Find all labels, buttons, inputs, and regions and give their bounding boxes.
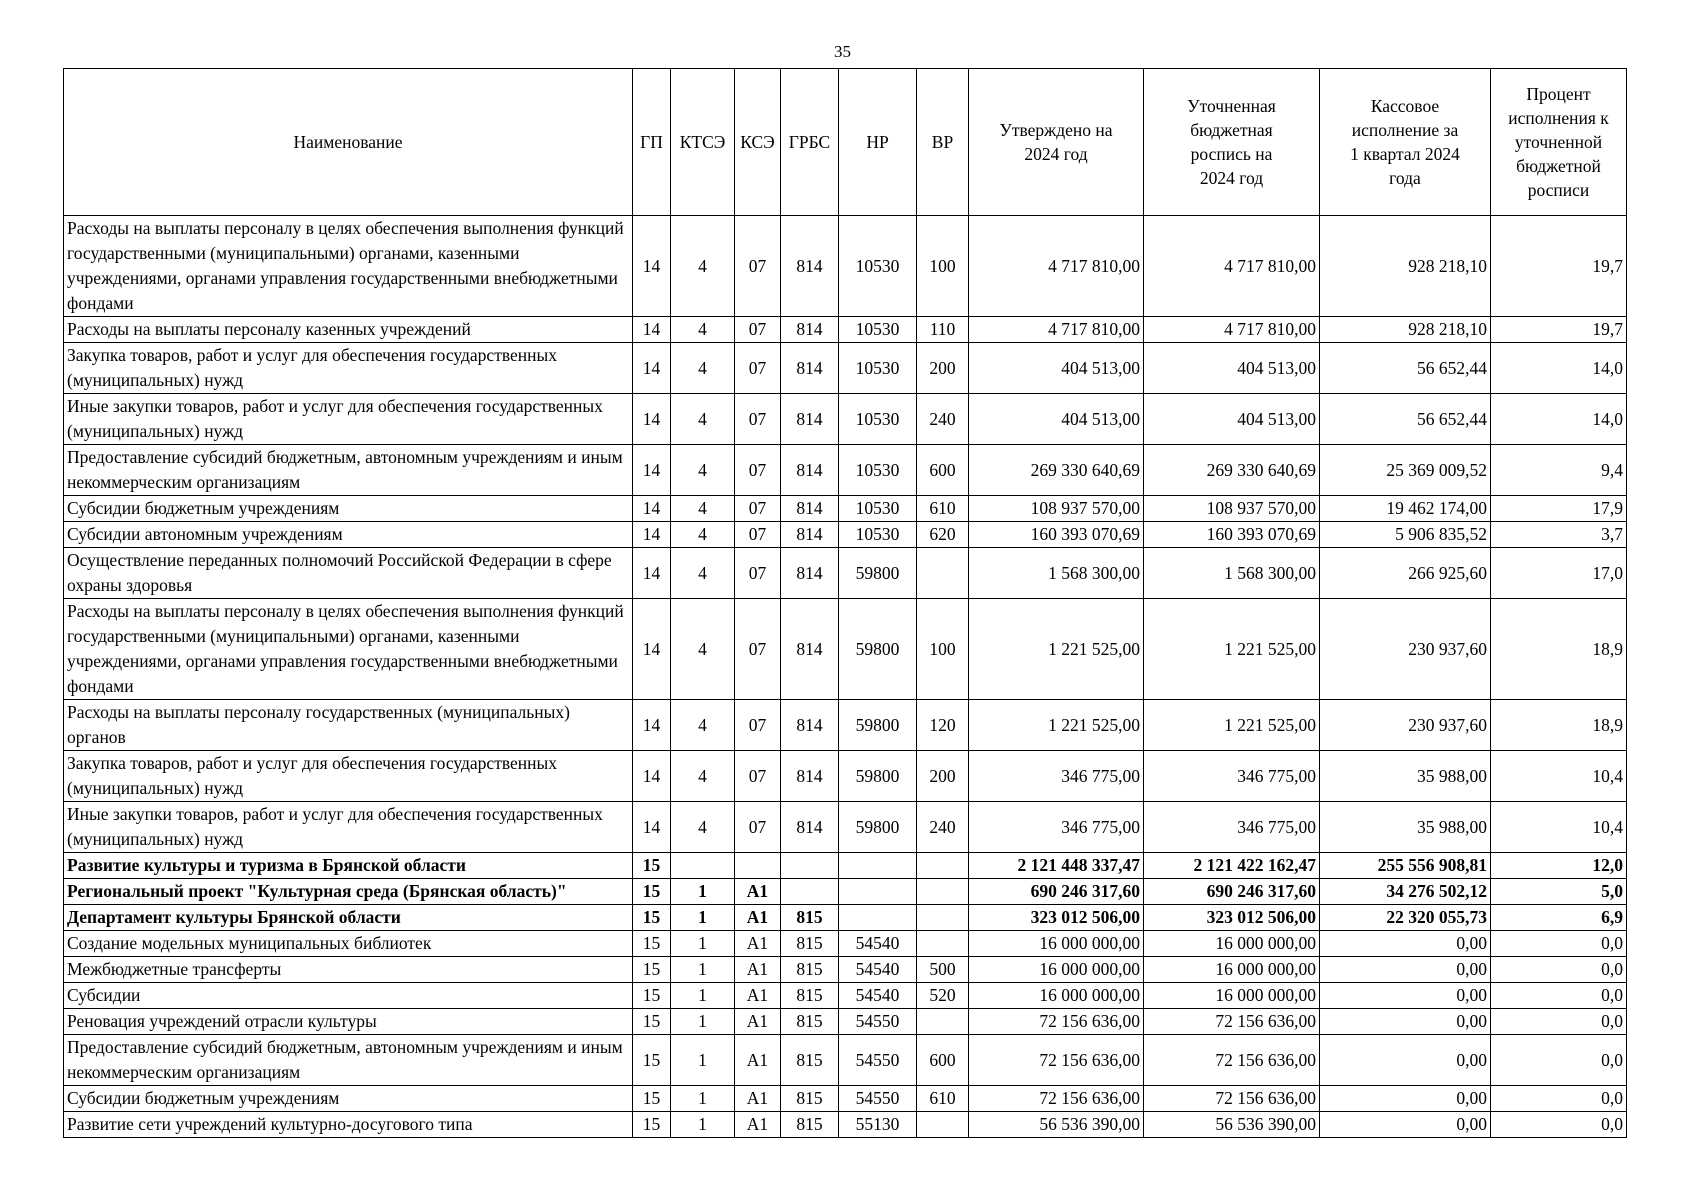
cell-np: 54540 — [839, 931, 917, 957]
cell-ktse: 4 — [671, 751, 735, 802]
table-row — [64, 548, 1627, 599]
cell-grbs: 814 — [781, 522, 839, 548]
cell-grbs: 814 — [781, 548, 839, 599]
table-row — [64, 957, 1627, 983]
cell-percent: 10,4 — [1491, 751, 1627, 802]
cell-np: 10530 — [839, 496, 917, 522]
header-vr: ВР — [917, 69, 969, 216]
cell-vr: 200 — [917, 751, 969, 802]
cell-approved: 72 156 636,00 — [969, 1009, 1144, 1035]
table-row — [64, 931, 1627, 957]
cell-grbs: 815 — [781, 1086, 839, 1112]
cell-cash: 0,00 — [1320, 931, 1491, 957]
cell-gp: 14 — [633, 216, 671, 317]
table-body — [64, 216, 1627, 1138]
cell-vr — [917, 931, 969, 957]
cell-gp: 14 — [633, 802, 671, 853]
cell-gp: 15 — [633, 905, 671, 931]
cell-ktse: 4 — [671, 599, 735, 700]
cell-gp: 15 — [633, 1035, 671, 1086]
cell-kse: А1 — [735, 905, 781, 931]
cell-cash: 56 652,44 — [1320, 394, 1491, 445]
cell-ktse — [671, 853, 735, 879]
table-row — [64, 700, 1627, 751]
cell-approved: 56 536 390,00 — [969, 1112, 1144, 1138]
cell-np: 10530 — [839, 445, 917, 496]
cell-np — [839, 905, 917, 931]
header-approved: Утверждено на 2024 год — [969, 69, 1144, 216]
cell-gp: 15 — [633, 931, 671, 957]
cell-ktse: 4 — [671, 496, 735, 522]
page-number: 35 — [834, 42, 851, 61]
cell-name: Закупка товаров, работ и услуг для обеспечения государственных (муниципальных) нужд — [64, 751, 633, 802]
cell-gp: 14 — [633, 445, 671, 496]
table-row — [64, 343, 1627, 394]
cell-cash: 34 276 502,12 — [1320, 879, 1491, 905]
cell-ktse: 1 — [671, 957, 735, 983]
cell-grbs: 815 — [781, 1009, 839, 1035]
cell-kse: 07 — [735, 599, 781, 700]
cell-name: Развитие культуры и туризма в Брянской области — [64, 853, 633, 879]
cell-approved: 1 568 300,00 — [969, 548, 1144, 599]
cell-refined: 346 775,00 — [1144, 751, 1320, 802]
cell-name: Расходы на выплаты персоналу в целях обеспечения выполнения функций государственными (муниципальными) органами, казенными учреждениями, органами управления государственными внебюджетными фондами — [64, 599, 633, 700]
cell-cash: 0,00 — [1320, 1112, 1491, 1138]
cell-cash: 19 462 174,00 — [1320, 496, 1491, 522]
cell-refined: 323 012 506,00 — [1144, 905, 1320, 931]
cell-grbs: 814 — [781, 343, 839, 394]
cell-vr: 500 — [917, 957, 969, 983]
cell-name: Расходы на выплаты персоналу в целях обеспечения выполнения функций государственными (муниципальными) органами, казенными учреждениями, органами управления государственными внебюджетными фондами — [64, 216, 633, 317]
cell-gp: 14 — [633, 751, 671, 802]
cell-cash: 928 218,10 — [1320, 317, 1491, 343]
cell-name: Закупка товаров, работ и услуг для обеспечения государственных (муниципальных) нужд — [64, 343, 633, 394]
cell-approved: 1 221 525,00 — [969, 599, 1144, 700]
cell-np — [839, 853, 917, 879]
cell-approved: 269 330 640,69 — [969, 445, 1144, 496]
cell-percent: 14,0 — [1491, 394, 1627, 445]
cell-np: 59800 — [839, 700, 917, 751]
table-row — [64, 394, 1627, 445]
cell-refined: 108 937 570,00 — [1144, 496, 1320, 522]
cell-percent: 0,0 — [1491, 1009, 1627, 1035]
cell-cash: 255 556 908,81 — [1320, 853, 1491, 879]
table-row — [64, 599, 1627, 700]
cell-percent: 6,9 — [1491, 905, 1627, 931]
table-row — [64, 445, 1627, 496]
cell-grbs: 814 — [781, 394, 839, 445]
cell-kse: 07 — [735, 317, 781, 343]
cell-gp: 15 — [633, 853, 671, 879]
cell-percent: 12,0 — [1491, 853, 1627, 879]
cell-kse: А1 — [735, 1112, 781, 1138]
cell-kse — [735, 853, 781, 879]
cell-ktse: 4 — [671, 317, 735, 343]
header-gp: ГП — [633, 69, 671, 216]
cell-cash: 0,00 — [1320, 1086, 1491, 1112]
cell-approved: 72 156 636,00 — [969, 1086, 1144, 1112]
cell-grbs: 815 — [781, 983, 839, 1009]
cell-gp: 14 — [633, 317, 671, 343]
cell-np: 10530 — [839, 522, 917, 548]
cell-ktse: 4 — [671, 522, 735, 548]
cell-grbs: 814 — [781, 751, 839, 802]
cell-percent: 18,9 — [1491, 700, 1627, 751]
cell-np: 54540 — [839, 983, 917, 1009]
header-grbs: ГРБС — [781, 69, 839, 216]
cell-vr: 100 — [917, 599, 969, 700]
cell-name: Предоставление субсидий бюджетным, автономным учреждениям и иным некоммерческим организациям — [64, 445, 633, 496]
cell-approved: 16 000 000,00 — [969, 931, 1144, 957]
cell-approved: 2 121 448 337,47 — [969, 853, 1144, 879]
cell-name: Субсидии — [64, 983, 633, 1009]
cell-kse: 07 — [735, 445, 781, 496]
cell-gp: 15 — [633, 1009, 671, 1035]
cell-name: Субсидии бюджетным учреждениям — [64, 496, 633, 522]
cell-kse: А1 — [735, 879, 781, 905]
cell-refined: 690 246 317,60 — [1144, 879, 1320, 905]
cell-grbs: 814 — [781, 445, 839, 496]
cell-cash: 35 988,00 — [1320, 802, 1491, 853]
table-row — [64, 522, 1627, 548]
cell-ktse: 4 — [671, 700, 735, 751]
cell-percent: 0,0 — [1491, 983, 1627, 1009]
cell-approved: 690 246 317,60 — [969, 879, 1144, 905]
cell-gp: 15 — [633, 879, 671, 905]
cell-vr: 110 — [917, 317, 969, 343]
cell-cash: 56 652,44 — [1320, 343, 1491, 394]
cell-cash: 0,00 — [1320, 1035, 1491, 1086]
cell-cash: 35 988,00 — [1320, 751, 1491, 802]
cell-percent: 0,0 — [1491, 931, 1627, 957]
cell-name: Субсидии бюджетным учреждениям — [64, 1086, 633, 1112]
cell-vr: 600 — [917, 1035, 969, 1086]
cell-grbs — [781, 879, 839, 905]
cell-ktse: 1 — [671, 879, 735, 905]
cell-percent: 5,0 — [1491, 879, 1627, 905]
cell-kse: А1 — [735, 1086, 781, 1112]
cell-refined: 16 000 000,00 — [1144, 983, 1320, 1009]
cell-cash: 0,00 — [1320, 983, 1491, 1009]
cell-name: Расходы на выплаты персоналу казенных учреждений — [64, 317, 633, 343]
cell-kse: А1 — [735, 957, 781, 983]
cell-np: 10530 — [839, 317, 917, 343]
table-row — [64, 751, 1627, 802]
cell-cash: 5 906 835,52 — [1320, 522, 1491, 548]
cell-name: Департамент культуры Брянской области — [64, 905, 633, 931]
cell-percent: 9,4 — [1491, 445, 1627, 496]
cell-vr: 520 — [917, 983, 969, 1009]
header-percent: Процент исполнения к уточненной бюджетной росписи — [1491, 69, 1627, 216]
cell-kse: 07 — [735, 216, 781, 317]
cell-vr: 610 — [917, 496, 969, 522]
cell-kse: А1 — [735, 1009, 781, 1035]
cell-percent: 10,4 — [1491, 802, 1627, 853]
cell-percent: 0,0 — [1491, 1035, 1627, 1086]
cell-gp: 15 — [633, 1086, 671, 1112]
cell-gp: 15 — [633, 957, 671, 983]
cell-vr: 600 — [917, 445, 969, 496]
cell-approved: 16 000 000,00 — [969, 957, 1144, 983]
cell-refined: 72 156 636,00 — [1144, 1035, 1320, 1086]
cell-np: 59800 — [839, 599, 917, 700]
cell-refined: 1 568 300,00 — [1144, 548, 1320, 599]
cell-percent: 17,9 — [1491, 496, 1627, 522]
cell-gp: 14 — [633, 700, 671, 751]
cell-approved: 16 000 000,00 — [969, 983, 1144, 1009]
header-name: Наименование — [64, 69, 633, 216]
cell-refined: 2 121 422 162,47 — [1144, 853, 1320, 879]
cell-ktse: 1 — [671, 1086, 735, 1112]
cell-np — [839, 879, 917, 905]
header-ktse: КТСЭ — [671, 69, 735, 216]
cell-approved: 160 393 070,69 — [969, 522, 1144, 548]
cell-vr — [917, 548, 969, 599]
cell-np: 54540 — [839, 957, 917, 983]
cell-grbs: 814 — [781, 317, 839, 343]
cell-approved: 404 513,00 — [969, 394, 1144, 445]
cell-cash: 230 937,60 — [1320, 700, 1491, 751]
header-np: НР — [839, 69, 917, 216]
table-row — [64, 879, 1627, 905]
cell-vr — [917, 1009, 969, 1035]
cell-approved: 72 156 636,00 — [969, 1035, 1144, 1086]
table-row — [64, 1086, 1627, 1112]
cell-ktse: 4 — [671, 548, 735, 599]
cell-np: 59800 — [839, 802, 917, 853]
budget-table — [63, 68, 1627, 1138]
cell-vr: 200 — [917, 343, 969, 394]
cell-refined: 404 513,00 — [1144, 394, 1320, 445]
cell-kse: 07 — [735, 394, 781, 445]
cell-gp: 14 — [633, 394, 671, 445]
cell-grbs: 815 — [781, 1112, 839, 1138]
cell-kse: 07 — [735, 548, 781, 599]
cell-vr: 100 — [917, 216, 969, 317]
cell-refined: 269 330 640,69 — [1144, 445, 1320, 496]
cell-cash: 0,00 — [1320, 1009, 1491, 1035]
cell-ktse: 1 — [671, 983, 735, 1009]
cell-ktse: 1 — [671, 931, 735, 957]
cell-grbs — [781, 853, 839, 879]
cell-kse: 07 — [735, 343, 781, 394]
cell-ktse: 1 — [671, 905, 735, 931]
cell-grbs: 815 — [781, 931, 839, 957]
cell-name: Субсидии автономным учреждениям — [64, 522, 633, 548]
cell-ktse: 1 — [671, 1035, 735, 1086]
cell-kse: А1 — [735, 1035, 781, 1086]
cell-ktse: 4 — [671, 445, 735, 496]
cell-kse: А1 — [735, 983, 781, 1009]
cell-refined: 72 156 636,00 — [1144, 1086, 1320, 1112]
header-kse: КСЭ — [735, 69, 781, 216]
cell-name: Региональный проект "Культурная среда (Брянская область)" — [64, 879, 633, 905]
cell-np: 54550 — [839, 1035, 917, 1086]
cell-refined: 16 000 000,00 — [1144, 931, 1320, 957]
cell-ktse: 4 — [671, 802, 735, 853]
cell-np: 10530 — [839, 343, 917, 394]
cell-grbs: 814 — [781, 496, 839, 522]
cell-name: Межбюджетные трансферты — [64, 957, 633, 983]
table-row — [64, 1035, 1627, 1086]
cell-percent: 0,0 — [1491, 1112, 1627, 1138]
cell-name: Реновация учреждений отрасли культуры — [64, 1009, 633, 1035]
cell-refined: 56 536 390,00 — [1144, 1112, 1320, 1138]
cell-gp: 14 — [633, 599, 671, 700]
cell-approved: 108 937 570,00 — [969, 496, 1144, 522]
cell-vr: 620 — [917, 522, 969, 548]
cell-refined: 72 156 636,00 — [1144, 1009, 1320, 1035]
table-row — [64, 1009, 1627, 1035]
cell-name: Иные закупки товаров, работ и услуг для обеспечения государственных (муниципальных) нужд — [64, 394, 633, 445]
table-row — [64, 317, 1627, 343]
cell-cash: 22 320 055,73 — [1320, 905, 1491, 931]
cell-refined: 4 717 810,00 — [1144, 317, 1320, 343]
cell-kse: А1 — [735, 931, 781, 957]
cell-percent: 19,7 — [1491, 317, 1627, 343]
header-cash: Кассовое исполнение за 1 квартал 2024 года — [1320, 69, 1491, 216]
cell-refined: 1 221 525,00 — [1144, 599, 1320, 700]
cell-gp: 15 — [633, 983, 671, 1009]
cell-name: Создание модельных муниципальных библиотек — [64, 931, 633, 957]
cell-np: 54550 — [839, 1009, 917, 1035]
cell-percent: 0,0 — [1491, 1086, 1627, 1112]
cell-kse: 07 — [735, 802, 781, 853]
table-row — [64, 496, 1627, 522]
cell-kse: 07 — [735, 496, 781, 522]
cell-cash: 25 369 009,52 — [1320, 445, 1491, 496]
cell-vr: 610 — [917, 1086, 969, 1112]
cell-name: Предоставление субсидий бюджетным, автономным учреждениям и иным некоммерческим организациям — [64, 1035, 633, 1086]
cell-approved: 346 775,00 — [969, 802, 1144, 853]
cell-percent: 18,9 — [1491, 599, 1627, 700]
cell-vr — [917, 1112, 969, 1138]
cell-grbs: 814 — [781, 802, 839, 853]
cell-approved: 404 513,00 — [969, 343, 1144, 394]
table-row — [64, 216, 1627, 317]
table-header-row — [64, 69, 1627, 216]
cell-vr: 120 — [917, 700, 969, 751]
cell-np: 54550 — [839, 1086, 917, 1112]
cell-approved: 1 221 525,00 — [969, 700, 1144, 751]
cell-name: Развитие сети учреждений культурно-досугового типа — [64, 1112, 633, 1138]
table-row — [64, 802, 1627, 853]
cell-ktse: 4 — [671, 343, 735, 394]
cell-vr — [917, 879, 969, 905]
cell-np: 59800 — [839, 548, 917, 599]
table-row — [64, 905, 1627, 931]
cell-kse: 07 — [735, 522, 781, 548]
cell-refined: 404 513,00 — [1144, 343, 1320, 394]
cell-grbs: 814 — [781, 700, 839, 751]
cell-np: 10530 — [839, 216, 917, 317]
cell-grbs: 815 — [781, 1035, 839, 1086]
cell-refined: 4 717 810,00 — [1144, 216, 1320, 317]
cell-ktse: 1 — [671, 1009, 735, 1035]
table-row — [64, 983, 1627, 1009]
cell-percent: 3,7 — [1491, 522, 1627, 548]
cell-refined: 1 221 525,00 — [1144, 700, 1320, 751]
cell-cash: 230 937,60 — [1320, 599, 1491, 700]
table-row — [64, 1112, 1627, 1138]
cell-name: Осуществление переданных полномочий Российской Федерации в сфере охраны здоровья — [64, 548, 633, 599]
cell-ktse: 4 — [671, 216, 735, 317]
cell-refined: 160 393 070,69 — [1144, 522, 1320, 548]
cell-approved: 323 012 506,00 — [969, 905, 1144, 931]
cell-gp: 15 — [633, 1112, 671, 1138]
cell-vr — [917, 905, 969, 931]
cell-name: Расходы на выплаты персоналу государственных (муниципальных) органов — [64, 700, 633, 751]
header-refined: Уточненная бюджетная роспись на 2024 год — [1144, 69, 1320, 216]
cell-percent: 17,0 — [1491, 548, 1627, 599]
cell-approved: 4 717 810,00 — [969, 216, 1144, 317]
cell-kse: 07 — [735, 751, 781, 802]
cell-vr: 240 — [917, 802, 969, 853]
cell-percent: 19,7 — [1491, 216, 1627, 317]
cell-refined: 16 000 000,00 — [1144, 957, 1320, 983]
cell-refined: 346 775,00 — [1144, 802, 1320, 853]
cell-vr: 240 — [917, 394, 969, 445]
cell-gp: 14 — [633, 343, 671, 394]
cell-gp: 14 — [633, 496, 671, 522]
cell-gp: 14 — [633, 548, 671, 599]
cell-percent: 14,0 — [1491, 343, 1627, 394]
cell-approved: 346 775,00 — [969, 751, 1144, 802]
cell-cash: 0,00 — [1320, 957, 1491, 983]
cell-vr — [917, 853, 969, 879]
cell-np: 10530 — [839, 394, 917, 445]
cell-kse: 07 — [735, 700, 781, 751]
cell-ktse: 1 — [671, 1112, 735, 1138]
cell-grbs: 814 — [781, 216, 839, 317]
cell-percent: 0,0 — [1491, 957, 1627, 983]
cell-cash: 266 925,60 — [1320, 548, 1491, 599]
cell-cash: 928 218,10 — [1320, 216, 1491, 317]
cell-np: 55130 — [839, 1112, 917, 1138]
cell-ktse: 4 — [671, 394, 735, 445]
cell-approved: 4 717 810,00 — [969, 317, 1144, 343]
cell-grbs: 815 — [781, 957, 839, 983]
cell-np: 59800 — [839, 751, 917, 802]
cell-grbs: 814 — [781, 599, 839, 700]
cell-gp: 14 — [633, 522, 671, 548]
cell-name: Иные закупки товаров, работ и услуг для обеспечения государственных (муниципальных) нужд — [64, 802, 633, 853]
cell-grbs: 815 — [781, 905, 839, 931]
table-row — [64, 853, 1627, 879]
